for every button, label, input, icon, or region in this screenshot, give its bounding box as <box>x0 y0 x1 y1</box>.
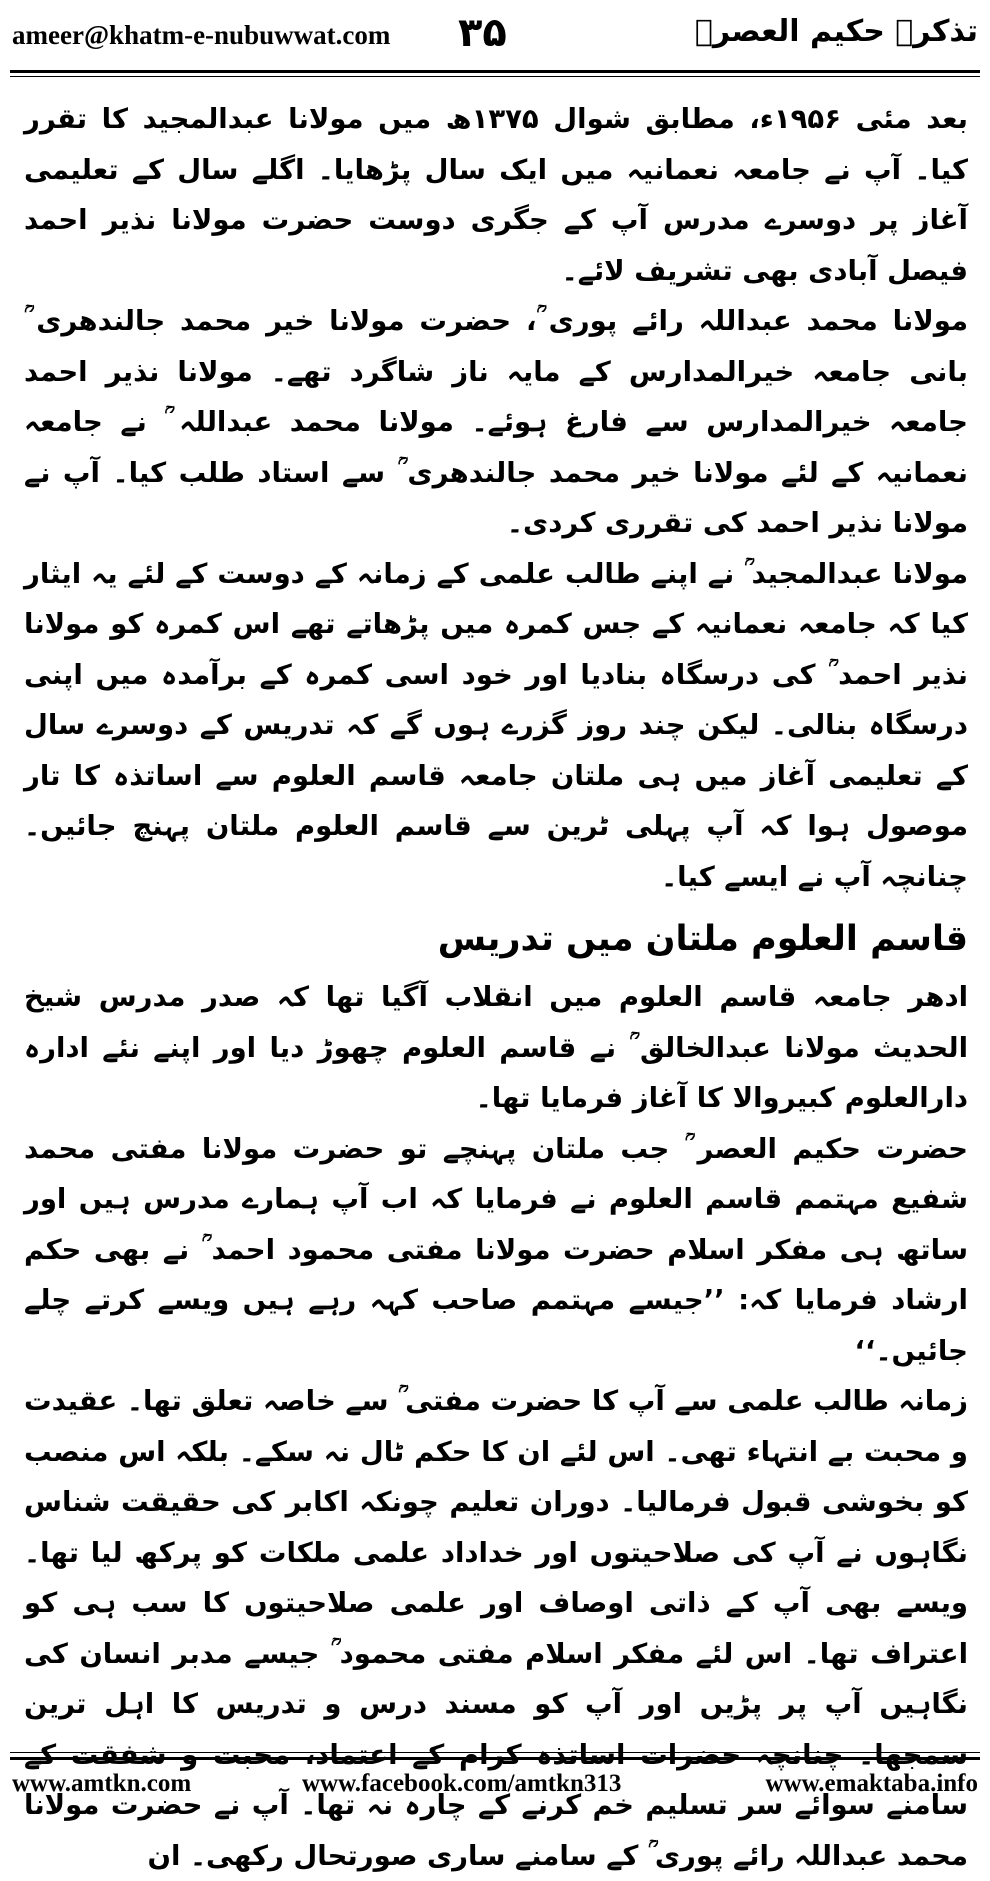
page-header <box>12 8 978 72</box>
page-footer <box>12 1770 978 1806</box>
paragraph-3: مولانا عبدالمجید ؒ نے اپنے طالب علمی کے زمانہ کے دوست کے لئے یہ ایثار کیا کہ جامعہ نعمانیہ کے جس کمرہ میں پڑھاتے تھے اس کمرہ کو مولانا نذیر احمد ؒ کی درسگاہ بنادیا اور خود اسی کمرہ کے برآمدہ میں اپنی درسگاہ بنالی۔ لیکن چند روز گزرے ہوں گے کہ تدریس کے دوسرے سال کے تعلیمی آغاز میں ہی ملتان جامعہ قاسم العلوم سے اساتذہ کا تار موصول ہوا کہ آپ پہلی ٹرین سے قاسم العلوم ملتان پہنچ جائیں۔ چنانچہ آپ نے ایسے کیا۔ <box>24 557 968 893</box>
paragraph-5: حضرت حکیم العصر ؒ جب ملتان پہنچے تو حضرت مولانا مفتی محمد شفیع مہتمم قاسم العلوم نے فرمایا کہ اب آپ ہمارے مدرس ہیں اور ساتھ ہی مفکر اسلام حضرت مولانا مفتی محمود احمد ؒ نے بھی حکم ارشاد فرمایا کہ: ’’جیسے مہتمم صاحب کہہ رہے ہیں ویسے کرتے چلے جائیں۔‘‘ <box>24 1132 968 1367</box>
footer-link-facebook[interactable]: www.facebook.com/amtkn313 <box>302 1770 622 1797</box>
book-title: تذکرہ حکیم العصرؒ <box>694 14 978 49</box>
footer-rule <box>10 1757 980 1760</box>
page-number: ۳۵ <box>458 10 507 56</box>
paragraph-4: ادھر جامعہ قاسم العلوم میں انقلاب آگیا تھا کہ صدر مدرس شیخ الحدیث مولانا عبدالخالق ؒ نے قاسم العلوم چھوڑ دیا اور اپنے نئے ادارہ دارالعلوم کبیروالا کا آغاز فرمایا تھا۔ <box>24 981 968 1114</box>
header-email: ameer@khatm-e-nubuwwat.com <box>12 20 391 50</box>
footer-link-amtkn[interactable]: www.amtkn.com <box>12 1770 192 1797</box>
paragraph-1: بعد مئی ۱۹۵۶ء، مطابق شوال ۱۳۷۵ھ میں مولانا عبدالمجید کا تقرر کیا۔ آپ نے جامعہ نعمانیہ میں ایک سال پڑھایا۔ اگلے سال کے تعلیمی آغاز پر دوسرے مدرس آپ کے جگری دوست حضرت مولانا نذیر احمد فیصل آبادی بھی تشریف لائے۔ <box>24 103 968 287</box>
header-rule-thin <box>10 76 980 77</box>
section-heading: قاسم العلوم ملتان میں تدریس <box>437 919 968 959</box>
header-rule <box>10 70 980 73</box>
footer-link-emaktaba[interactable]: www.emaktaba.info <box>765 1770 978 1797</box>
footer-rule-thin <box>10 1752 980 1753</box>
paragraph-6: زمانہ طالب علمی سے آپ کا حضرت مفتی ؒ سے خاصہ تعلق تھا۔ عقیدت و محبت بے انتہاء تھی۔ اس لئے ان کا حکم ٹال نہ سکے۔ بلکہ اس منصب کو بخوشی قبول فرمالیا۔ دوران تعلیم چونکہ اکابر کی حقیقت شناس نگاہوں نے آپ کی صلاحیتوں اور خداداد علمی ملکات کو پرکھ لیا تھا۔ ویسے بھی آپ کے ذاتی اوصاف اور علمی صلاحیتوں کا سب ہی کو اعتراف تھا۔ اس لئے مفکر اسلام مفتی محمود ؒ جیسے مدبر انسان کی نگاہیں آپ پر پڑیں اور آپ کو مسند درس و تدریس کا اہل ترین سمجھا۔ چنانچہ حضرات اساتذہ کرام کے اعتماد، محبت و شفقت کے سامنے سوائے سر تسلیم خم کرنے کے چارہ نہ تھا۔ آپ نے حضرت مولانا محمد عبداللہ رائے پوری ؒ کے سامنے ساری صورتحال رکھی۔ ان <box>24 1385 968 1872</box>
paragraph-2: مولانا محمد عبداللہ رائے پوری ؒ، حضرت مولانا خیر محمد جالندھری ؒ بانی جامعہ خیرالمدارس کے مایہ ناز شاگرد تھے۔ مولانا نذیر احمد جامعہ خیرالمدارس سے فارغ ہوئے۔ مولانا محمد عبداللہ ؒ نے جامعہ نعمانیہ کے لئے مولانا خیر محمد جالندھری ؒ سے استاد طلب کیا۔ آپ نے مولانا نذیر احمد کی تقرری کردی۔ <box>24 305 968 539</box>
